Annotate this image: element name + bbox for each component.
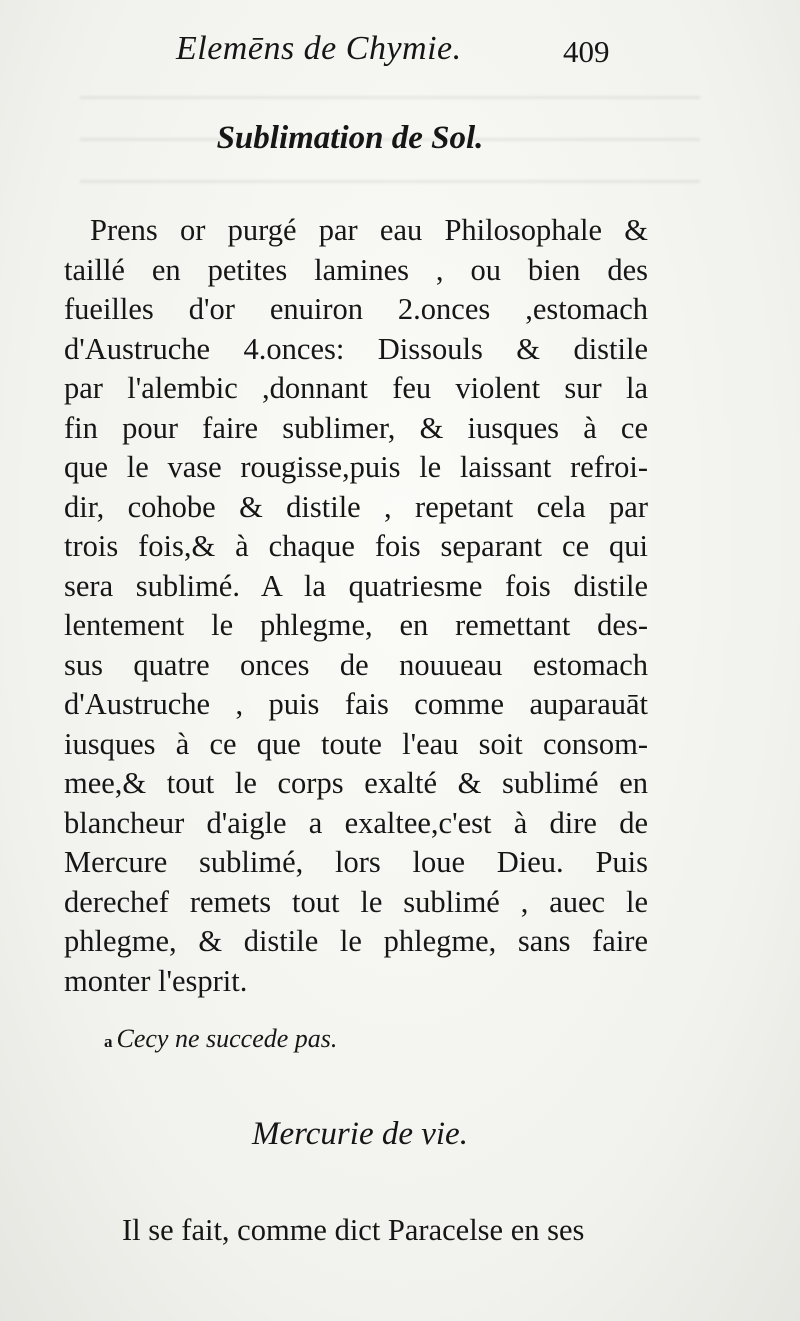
running-title: Elemēns de Chymie.: [176, 30, 462, 67]
page-number: 409: [563, 34, 610, 69]
text-line: mee,& tout le corps exalté & sublimé en: [64, 766, 648, 800]
text-line: fueilles d'or enuiron 2.onces ,estomach: [64, 292, 648, 326]
text-line: blancheur d'aigle a exaltee,c'est à dire de: [64, 805, 648, 840]
text-line: lentement le phlegme, en remettant des-: [64, 608, 648, 642]
text-line: dir, cohobe & distile , repetant cela par: [64, 489, 648, 524]
section-title-sublimation: Sublimation de Sol.: [216, 120, 484, 156]
text-line: monter l'esprit.: [64, 963, 248, 998]
section2-first-line: Il se fait, comme dict Paracelse en ses: [122, 1213, 585, 1247]
text-line: Prens or purgé par eau Philosophale &: [90, 213, 648, 247]
text-line: que le vase rougisse,puis le laissant refroi-: [64, 450, 648, 484]
text-line: trois fois,& à chaque fois separant ce qui: [64, 529, 648, 563]
text-line: Mercure sublimé, lors loue Dieu. Puis: [64, 845, 648, 879]
section-title-mercurie: Mercurie de vie.: [252, 1116, 468, 1152]
body-paragraph: [64, 211, 648, 1001]
text-line: iusques à ce que toute l'eau soit consom-: [64, 726, 648, 761]
note-marker: a: [104, 1032, 113, 1051]
text-line: derechef remets tout le sublimé , auec le: [64, 884, 648, 919]
text-line: fin pour faire sublimer, & iusques à ce: [64, 410, 648, 445]
text-line: taillé en petites lamines , ou bien des: [64, 252, 648, 287]
text-line: phlegme, & distile le phlegme, sans faire: [64, 924, 648, 958]
marginal-note: [104, 1024, 337, 1054]
text-line: d'Austruche 4.onces: Dissouls & distile: [64, 331, 648, 366]
note-text: Cecy ne succede pas.: [116, 1024, 338, 1053]
text-line: d'Austruche , puis fais comme auparauāt: [64, 687, 648, 721]
text-line: sera sublimé. A la quatriesme fois distile: [64, 568, 648, 603]
text-line: sus quatre onces de nouueau estomach: [64, 647, 648, 682]
text-line: par l'alembic ,donnant feu violent sur la: [64, 371, 648, 405]
